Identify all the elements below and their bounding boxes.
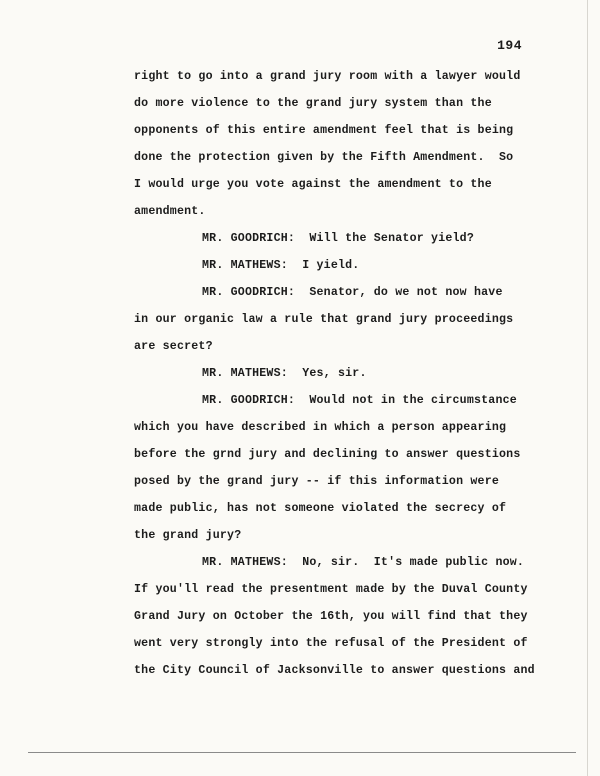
text-line: which you have described in which a person appearing [134,421,507,434]
text-line: posed by the grand jury -- if this information were [134,475,500,488]
page-right-edge [587,0,588,776]
page-bottom-edge [28,752,576,753]
text-line: the City Council of Jacksonville to answer questions and [134,664,535,677]
text-line: opponents of this entire amendment feel that is being [134,124,514,137]
text-line: done the protection given by the Fifth Amendment. So [134,151,514,164]
text-line: MR. MATHEWS: Yes, sir. [202,367,367,380]
text-line: the grand jury? [134,529,242,542]
text-line: made public, has not someone violated the secrecy of [134,502,507,515]
text-line: Grand Jury on October the 16th, you will find that they [134,610,528,623]
text-line: right to go into a grand jury room with a lawyer would [134,70,521,83]
text-line: went very strongly into the refusal of the President of [134,637,528,650]
text-line: do more violence to the grand jury system than the [134,97,492,110]
text-line: MR. GOODRICH: Senator, do we not now have [202,286,503,299]
text-line: If you'll read the presentment made by the Duval County [134,583,528,596]
page-number: 194 [497,38,522,53]
text-line: amendment. [134,205,206,218]
text-line: MR. MATHEWS: I yield. [202,259,360,272]
text-line: MR. GOODRICH: Would not in the circumstance [202,394,517,407]
text-line: in our organic law a rule that grand jury proceedings [134,313,514,326]
text-line: MR. GOODRICH: Will the Senator yield? [202,232,474,245]
text-line: are secret? [134,340,213,353]
text-line: I would urge you vote against the amendment to the [134,178,492,191]
text-line: before the grnd jury and declining to answer questions [134,448,521,461]
text-line: MR. MATHEWS: No, sir. It's made public now. [202,556,525,569]
